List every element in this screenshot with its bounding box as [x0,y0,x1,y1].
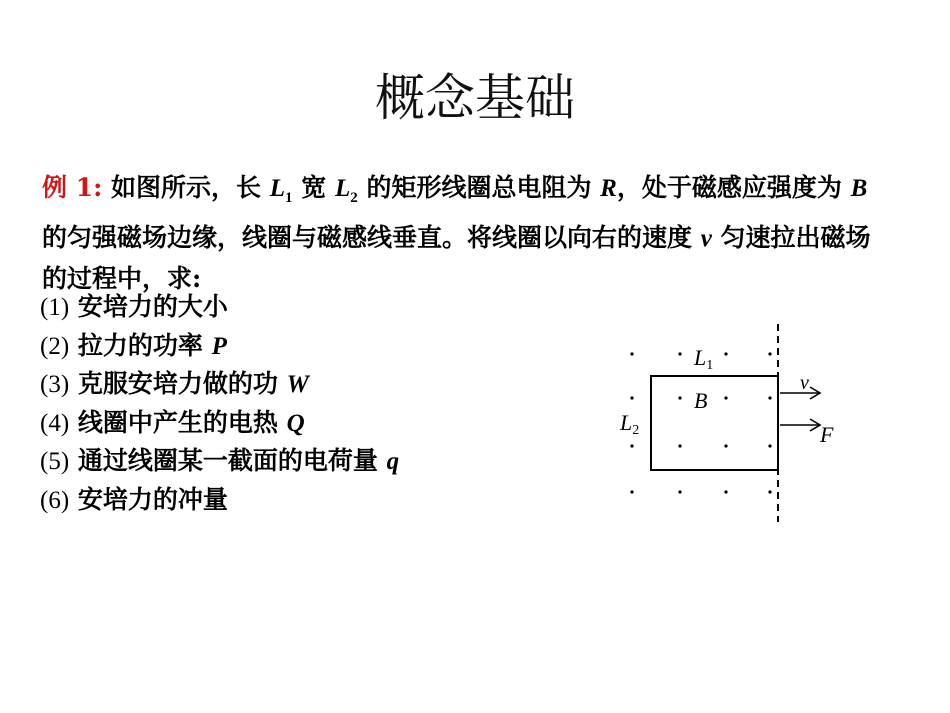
text-5: 的匀强磁场边缘，线圈与磁感线垂直。将线圈以向右的速度 [42,223,701,252]
list-item [40,327,600,366]
text-3: 的矩形线圈总电阻为 [357,173,601,202]
example-label: 例 1: [42,173,103,202]
item-text: 克服安培力做的功 [69,369,287,398]
label-L1: L1 [694,345,714,373]
label-F: F [820,422,834,447]
item-var: P [211,332,227,360]
item-number: (1) [40,294,70,321]
label-v: v [800,372,809,394]
var-B: B [850,175,868,202]
var-L2-sub: 2 [350,190,358,206]
var-v: v [700,225,712,252]
item-text: 通过线圈某一截面的电荷量 [69,446,387,475]
text-4: ，处于磁感应强度为 [616,173,851,202]
item-number: (2) [40,332,70,360]
label-B: B [694,388,708,413]
question-list [40,288,600,519]
item-number: (5) [40,448,70,475]
var-L2-letter: L [334,175,351,202]
text-1: 如图所示，长 [102,173,270,202]
list-item [40,288,600,327]
item-number: (4) [40,409,70,437]
item-number: (3) [40,371,70,398]
item-text: 安培力的大小 [69,292,228,321]
var-L1 [269,175,293,206]
item-text: 安培力的冲量 [69,484,228,514]
list-item [40,481,600,520]
item-var: q [386,448,400,475]
problem-statement [42,168,892,299]
item-text: 线圈中产生的电热 [69,407,287,437]
var-R: R [600,175,617,202]
item-number: (6) [40,486,70,514]
text-6: 匀速拉出磁场的过程中，求: [42,223,871,293]
label-L2: L2 [620,410,640,438]
list-item [40,442,600,481]
text-2: 宽 [292,173,335,202]
page-title: 概念基础 [375,69,575,127]
item-var: Q [286,409,305,437]
var-L1-sub: 1 [285,190,293,206]
coil-diagram [612,320,852,530]
list-item [40,365,600,404]
var-L2 [334,175,358,206]
item-text: 拉力的功率 [69,330,212,360]
item-var: W [286,371,309,398]
coil-rectangle [651,376,778,470]
list-item [40,404,600,443]
var-L1-letter: L [269,175,286,202]
